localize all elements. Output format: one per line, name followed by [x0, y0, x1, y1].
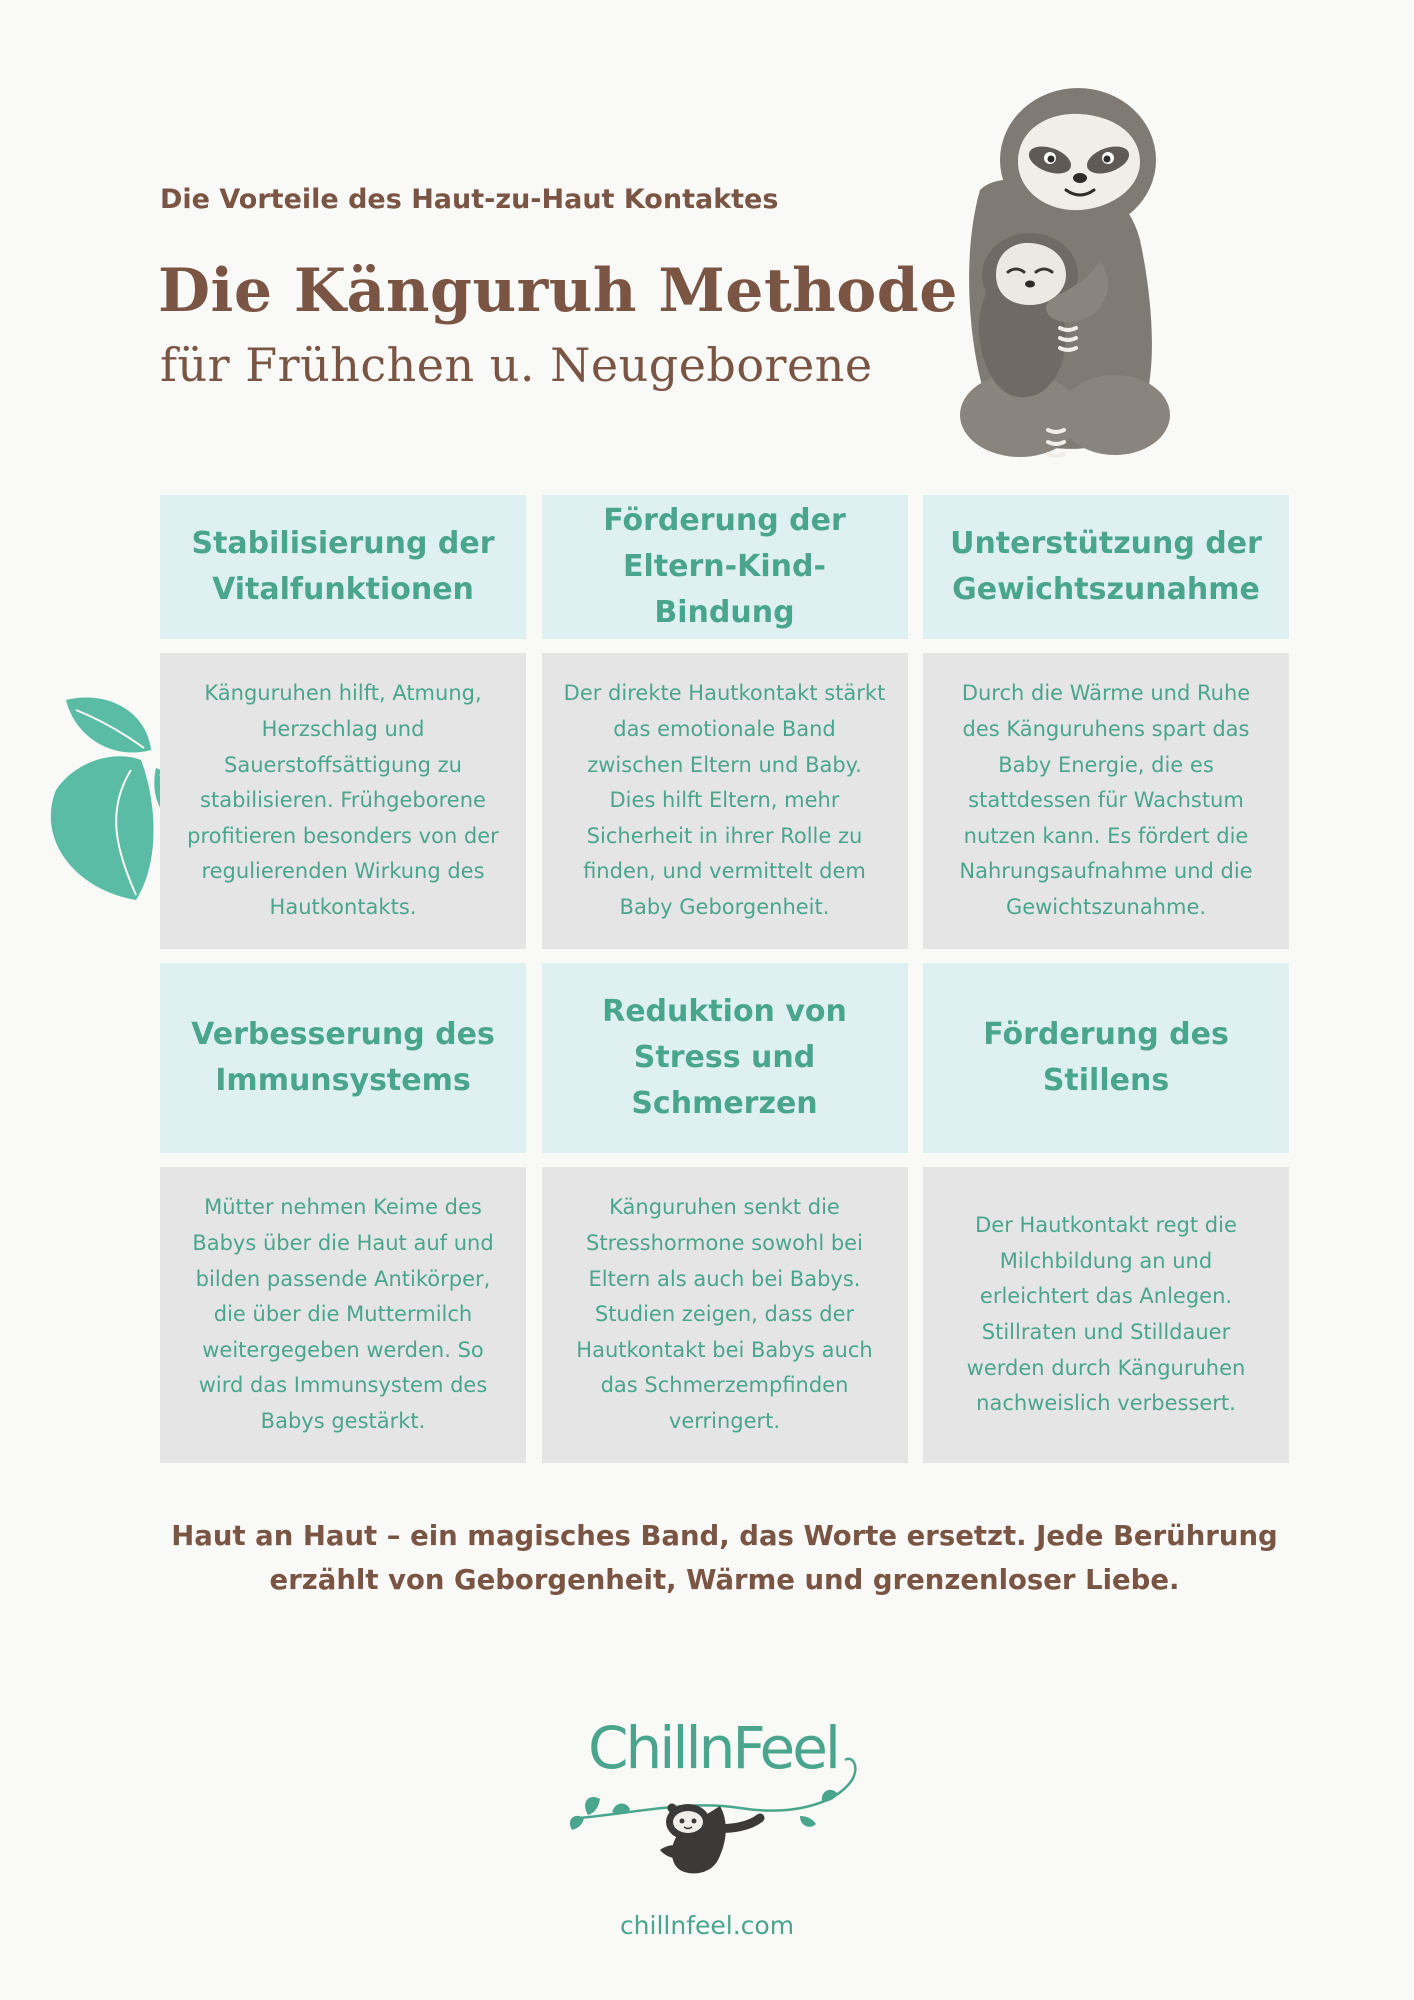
- benefit-heading: Verbesserung des Immunsystems: [160, 963, 526, 1153]
- brand-name: ChillnFeel: [588, 1714, 839, 1782]
- sloth-logo-icon: [660, 1804, 760, 1873]
- brand-logo: [560, 1700, 880, 1890]
- benefits-row-texts: [160, 1167, 1289, 1463]
- benefits-row-headings: [160, 963, 1289, 1167]
- benefit-text: Känguruhen senkt die Stresshormone sowohl bei Eltern als auch bei Babys. Studien zeigen, dass der Hautkontakt bei Babys auch das Schmerzempfinden verringert.: [542, 1167, 908, 1463]
- page-title: Die Känguruh Methode: [158, 256, 958, 326]
- page-subtitle: für Frühchen u. Neugeborene: [160, 338, 873, 392]
- benefit-text: Känguruhen hilft, Atmung, Herzschlag und Sauerstoffsättigung zu stabilisieren. Frühgeborene profitieren besonders von der regulierenden Wirkung des Hautkontakts.: [160, 653, 526, 949]
- benefit-heading: Stabilisierung der Vitalfunktionen: [160, 495, 526, 639]
- benefit-heading: Reduktion von Stress und Schmerzen: [542, 963, 908, 1153]
- benefits-row-headings: [160, 495, 1289, 653]
- benefit-text: Mütter nehmen Keime des Babys über die Haut auf und bilden passende Antikörper, die über die Muttermilch weitergegeben werden. So wird das Immunsystem des Babys gestärkt.: [160, 1167, 526, 1463]
- closing-quote: Haut an Haut – ein magisches Band, das Worte ersetzt. Jede Berührung erzählt von Geborgenheit, Wärme und grenzenloser Liebe.: [171, 1520, 1278, 1596]
- benefit-heading: Unterstützung der Gewichtszunahme: [923, 495, 1289, 639]
- benefit-heading: Förderung des Stillens: [923, 963, 1289, 1153]
- benefit-text: Der Hautkontakt regt die Milchbildung an und erleichtert das Anlegen. Stillraten und Stilldauer werden durch Känguruhen nachweislich verbessert.: [923, 1167, 1289, 1463]
- benefit-heading: Förderung der Eltern-Kind-Bindung: [542, 495, 908, 639]
- benefits-grid: [160, 495, 1289, 1463]
- eyebrow-heading: Die Vorteile des Haut-zu-Haut Kontaktes: [160, 184, 779, 215]
- benefit-text: Durch die Wärme und Ruhe des Känguruhens spart das Baby Energie, die es stattdessen für Wachstum nutzen kann. Es fördert die Nahrungsaufnahme und die Gewichtszunahme.: [923, 653, 1289, 949]
- sloth-mother-baby-illustration: [900, 60, 1220, 480]
- benefit-text: Der direkte Hautkontakt stärkt das emotionale Band zwischen Eltern und Baby. Dies hilft Eltern, mehr Sicherheit in ihrer Rolle zu finden, und vermittelt dem Baby Geborgenheit.: [542, 653, 908, 949]
- benefits-row-texts: [160, 653, 1289, 963]
- website-link[interactable]: chillnfeel.com: [619, 1911, 795, 1940]
